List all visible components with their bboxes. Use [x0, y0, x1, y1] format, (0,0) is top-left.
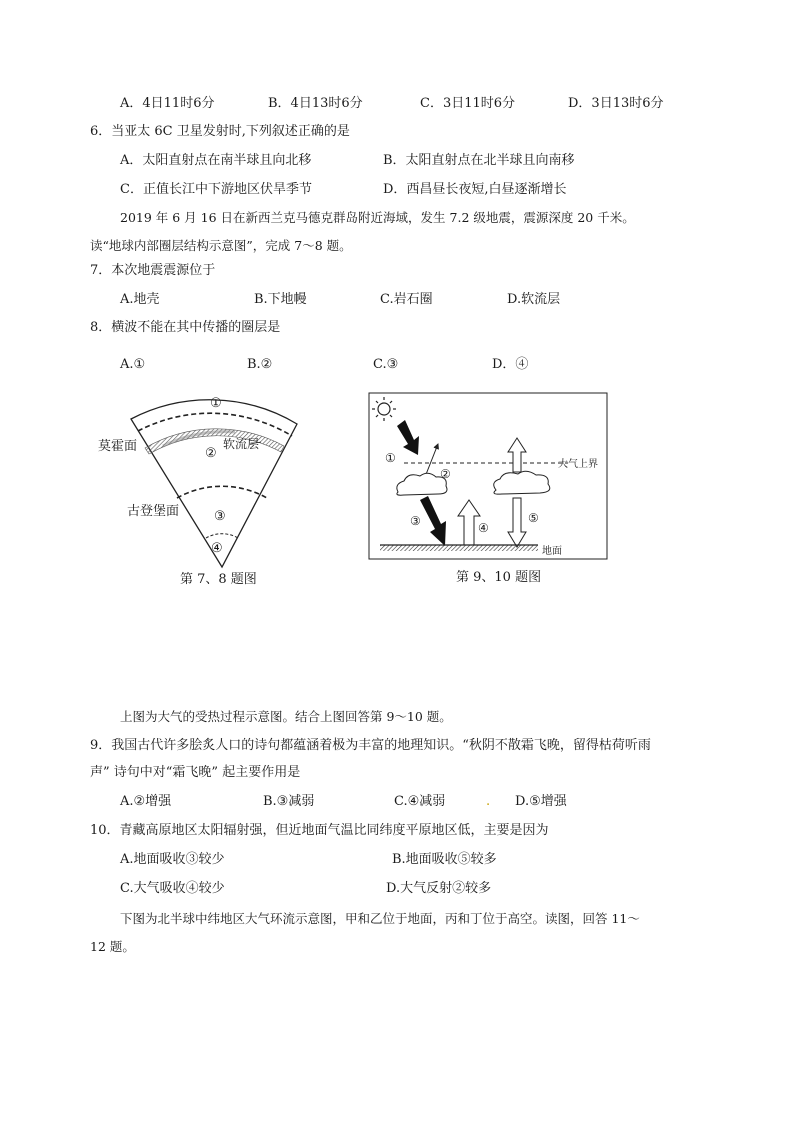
- q8-option-a: A.①: [120, 357, 146, 372]
- arrow-label-2: ②: [440, 467, 451, 481]
- q6-stem: 6．当亚太 6C 卫星发射时,下列叙述正确的是: [90, 124, 350, 139]
- arrow-label-1: ①: [385, 451, 396, 465]
- gutenberg-line: [177, 486, 267, 498]
- q10-option-d: D.大气反射②较多: [386, 881, 492, 896]
- q10-option-a: A.地面吸收③较少: [120, 852, 225, 867]
- label-ground: 地面: [542, 546, 562, 557]
- q5-option-a: A．4日11时6分: [120, 96, 215, 111]
- label-moho: 莫霍面: [98, 439, 138, 454]
- arrow-1: [397, 420, 419, 455]
- intro-9-10: 上图为大气的受热过程示意图。结合上图回答第 9～10 题。: [120, 709, 452, 724]
- q9-option-d: D.⑤增强: [515, 794, 567, 809]
- layer-number-4: ④: [211, 541, 223, 556]
- intro-7-8-line2: 读“地球内部圈层结构示意图”，完成 7～8 题。: [90, 238, 352, 253]
- q10-option-b: B.地面吸收⑤较多: [392, 852, 497, 867]
- q9-option-c: C.④减弱: [394, 794, 446, 809]
- atmosphere-heating-figure: [368, 392, 608, 562]
- q5-option-c: C．3日11时6分: [420, 96, 516, 111]
- q7-option-a: A.地壳: [120, 292, 160, 307]
- q7-option-c: C.岩石圈: [380, 292, 433, 307]
- stray-dot: .: [486, 794, 491, 809]
- inner-core-line: [206, 534, 238, 538]
- arrow-4: [458, 500, 480, 545]
- label-gutenberg: 古登堡面: [127, 504, 180, 519]
- layer-number-1: ①: [210, 396, 222, 411]
- q5-option-d: D．3日13时6分: [568, 96, 664, 111]
- q10-option-c: C.大气吸收④较少: [120, 881, 225, 896]
- q9-option-b: B.③减弱: [263, 794, 315, 809]
- layer-number-3: ③: [214, 509, 226, 524]
- q8-option-c: C.③: [373, 357, 399, 372]
- intro-11-12-line2: 12 题。: [90, 939, 135, 954]
- q7-stem: 7．本次地震震源位于: [90, 263, 216, 278]
- ground-hatch: [380, 545, 538, 551]
- q7-option-d: D.软流层: [507, 292, 561, 307]
- q10-stem: 10．青藏高原地区太阳辐射强，但近地面气温比同纬度平原地区低，主要是因为: [90, 823, 549, 838]
- q8-stem: 8．横波不能在其中传播的圈层是: [90, 320, 281, 335]
- arrow-label-5: ⑤: [528, 511, 539, 525]
- arrow-3: [420, 496, 446, 546]
- q7-option-b: B.下地幔: [254, 292, 307, 307]
- arrow-label-4: ④: [478, 521, 489, 535]
- q5-option-b: B．4日13时6分: [268, 96, 363, 111]
- q8-option-d: D．④: [492, 357, 529, 372]
- sun-icon: [372, 397, 396, 421]
- q6-option-d: D．西昌昼长夜短,白昼逐渐增长: [383, 182, 567, 197]
- layer-number-2: ②: [205, 446, 217, 461]
- earth-interior-figure: [95, 382, 315, 587]
- label-atmosphere-top: 大气上界: [558, 459, 598, 470]
- intro-7-8-line1: 2019 年 6 月 16 日在新西兰克马德克群岛附近海域，发生 7.2 级地震，震源深度 20 千米。: [120, 210, 635, 225]
- q9-stem-line2: 声” 诗句中对“霜飞晚” 起主要作用是: [90, 765, 301, 780]
- arrow-up-top: [508, 438, 526, 472]
- q6-option-c: C．正值长江中下游地区伏旱季节: [120, 182, 312, 197]
- arrow-5: [508, 498, 526, 547]
- q6-option-a: A．太阳直射点在南半球且向北移: [120, 153, 312, 168]
- figure1-caption: 第 7、8 题图: [180, 572, 257, 587]
- q6-option-b: B．太阳直射点在北半球且向南移: [383, 153, 575, 168]
- figure2-caption: 第 9、10 题图: [456, 570, 542, 585]
- q9-stem-line1: 9．我国古代许多脍炙人口的诗句都蕴涵着极为丰富的地理知识。“秋阴不散霜飞晚，留得枯荷听雨: [90, 738, 651, 753]
- q9-option-a: A.②增强: [120, 794, 172, 809]
- intro-11-12-line1: 下图为北半球中纬地区大气环流示意图，甲和乙位于地面，丙和丁位于高空。读图，回答 11～: [120, 911, 640, 926]
- q8-option-b: B.②: [247, 357, 273, 372]
- cloud-right: [494, 471, 550, 494]
- label-asthenosphere: 软流层: [223, 437, 260, 451]
- arrow-label-3: ③: [410, 514, 421, 528]
